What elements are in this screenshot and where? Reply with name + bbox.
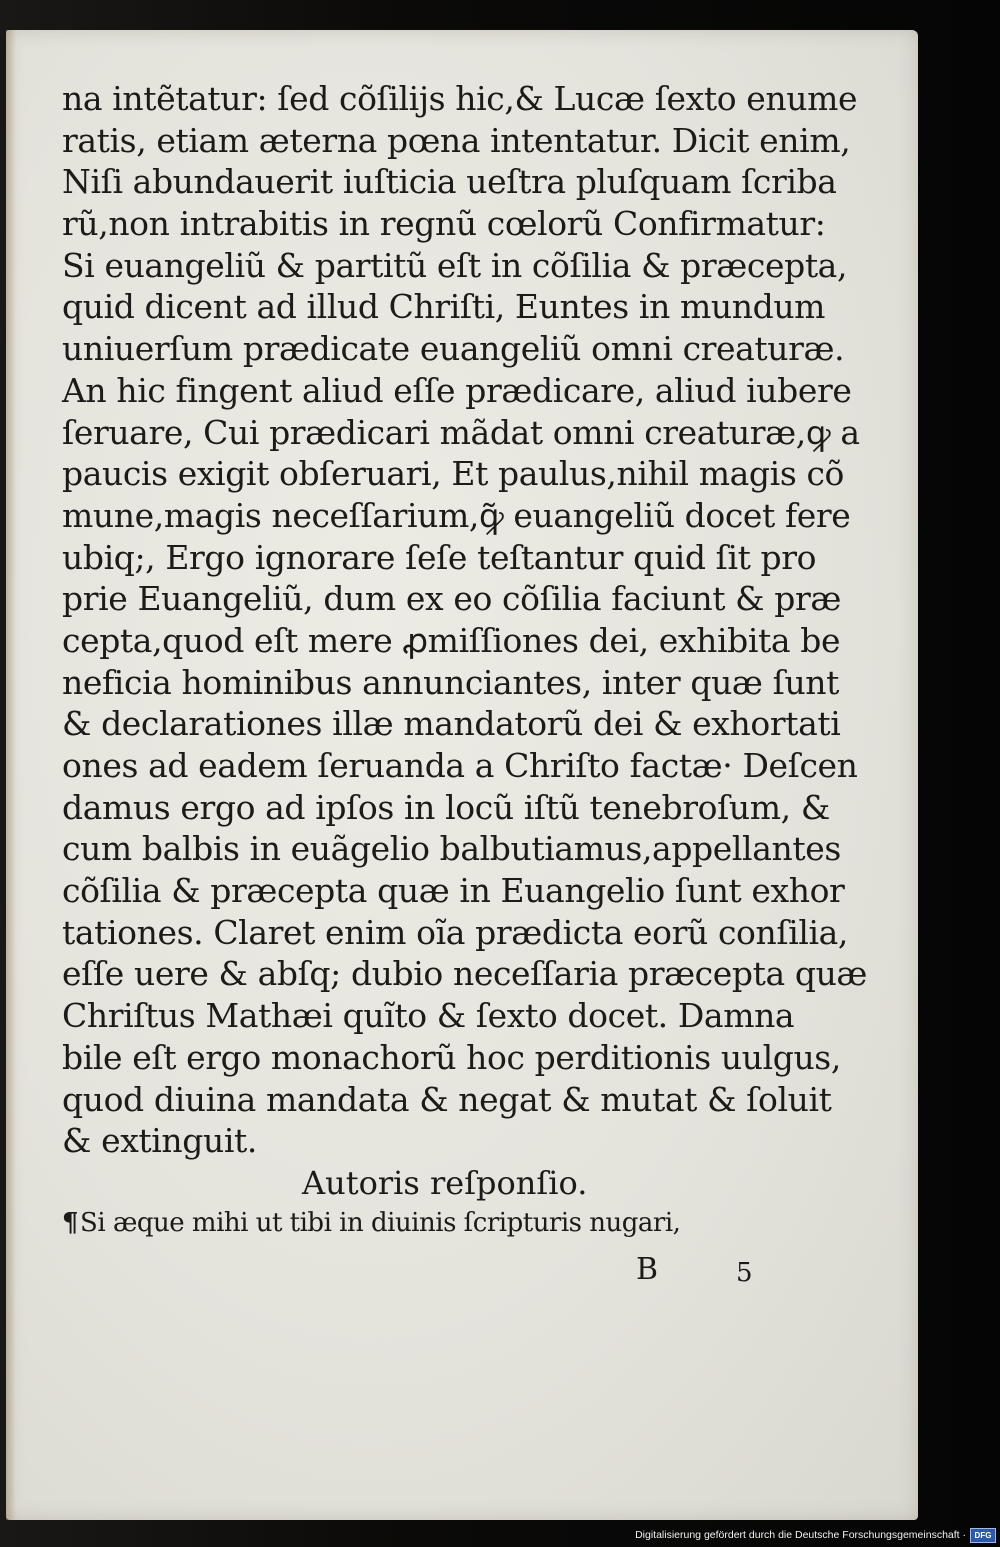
text-line-3: Niſi abundauerit iuſticia ueſtra pluſquam ſcriba bbox=[62, 162, 837, 202]
text-line-18: damus ergo ad ipſos in locũ iſtũ tenebroſum, & bbox=[62, 787, 830, 827]
paragraph-start-line bbox=[62, 1204, 862, 1242]
folio-number: 5 bbox=[736, 1258, 753, 1288]
text-line-24: bile eſt ergo monachorũ hoc perditionis uulgus, bbox=[62, 1037, 841, 1077]
text-line-16: & declarationes illæ mandatorũ dei & exhortati bbox=[62, 704, 841, 744]
text-line-17: ones ad eadem ſeruanda a Chriſto factæ· Deſcen bbox=[62, 746, 858, 785]
credit-text: Digitalisierung gefördert durch die Deutsche Forschungsgemeinschaft · bbox=[635, 1529, 966, 1541]
page-signature-row bbox=[636, 1252, 836, 1292]
text-line-15: neficia hominibus annunciantes, inter quæ ſunt bbox=[62, 662, 840, 702]
paragraph-start-text: Si æque mihi ut tibi in diuinis ſcripturis nugari, bbox=[80, 1207, 681, 1238]
body-text bbox=[62, 78, 868, 1242]
pilcrow-icon: ¶ bbox=[62, 1207, 79, 1238]
text-line-4: rũ,non intrabitis in regnũ cœlorũ Confirmatur: bbox=[62, 204, 826, 244]
text-line-6: quid dicent ad illud Chriſti, Euntes in mundum bbox=[62, 287, 826, 327]
text-line-10: paucis exigit obſeruari, Et paulus,nihil magis cõ bbox=[62, 454, 844, 494]
text-line-26: & extinguit. bbox=[62, 1121, 257, 1161]
text-line-13: prie Euangeliũ, dum ex eo cõſilia faciunt & præ bbox=[62, 579, 841, 619]
signature-mark: B bbox=[636, 1252, 659, 1287]
text-line-2: ratis, etiam æterna pœna intentatur. Dicit enim, bbox=[62, 120, 851, 160]
text-line-19: cum balbis in euãgelio balbutiamus,appellantes bbox=[62, 829, 841, 869]
text-line-20: cõſilia & præcepta quæ in Euangelio ſunt exhor bbox=[62, 871, 845, 911]
text-line-23: Chriſtus Mathæi quĩto & ſexto docet. Damna bbox=[62, 996, 795, 1036]
section-heading: Autoris reſponſio. bbox=[302, 1163, 588, 1202]
text-line-11: mune,magis neceſſarium,ꝙ̃ euangeliũ docet fere bbox=[62, 495, 851, 535]
text-line-25: quod diuina mandata & negat & mutat & ſoluit bbox=[62, 1079, 832, 1119]
text-line-21: tationes. Claret enim oĩa prædicta eorũ conſilia, bbox=[62, 912, 849, 952]
text-line-1: na intẽtatur: ſed cõſilijs hic,& Lucæ ſexto enume bbox=[62, 79, 858, 118]
digitization-credit bbox=[635, 1525, 996, 1545]
text-line-12: ubiq;, Ergo ignorare ſeſe teſtantur quid ſit pro bbox=[62, 537, 817, 577]
text-line-22: eſſe uere & abſq; dubio neceſſaria præcepta quæ bbox=[62, 954, 868, 994]
dfg-logo-icon: DFG bbox=[970, 1528, 996, 1543]
text-line-14: cepta,quod eſt mere ꝓmiſſiones dei, exhibita be bbox=[62, 620, 841, 660]
text-line-7: uniuerſum prædicate euangeliũ omni creaturæ. bbox=[62, 329, 845, 369]
text-line-5: Si euangeliũ & partitũ eſt in cõſilia & præcepta, bbox=[62, 245, 848, 285]
book-page bbox=[6, 30, 918, 1520]
text-line-8: An hic fingent aliud eſſe prædicare, aliud iubere bbox=[62, 370, 852, 410]
text-line-9: ſeruare, Cui prædicari mãdat omni creaturæ,ꝙ a bbox=[62, 412, 860, 452]
page-gutter-shadow bbox=[6, 30, 16, 1520]
